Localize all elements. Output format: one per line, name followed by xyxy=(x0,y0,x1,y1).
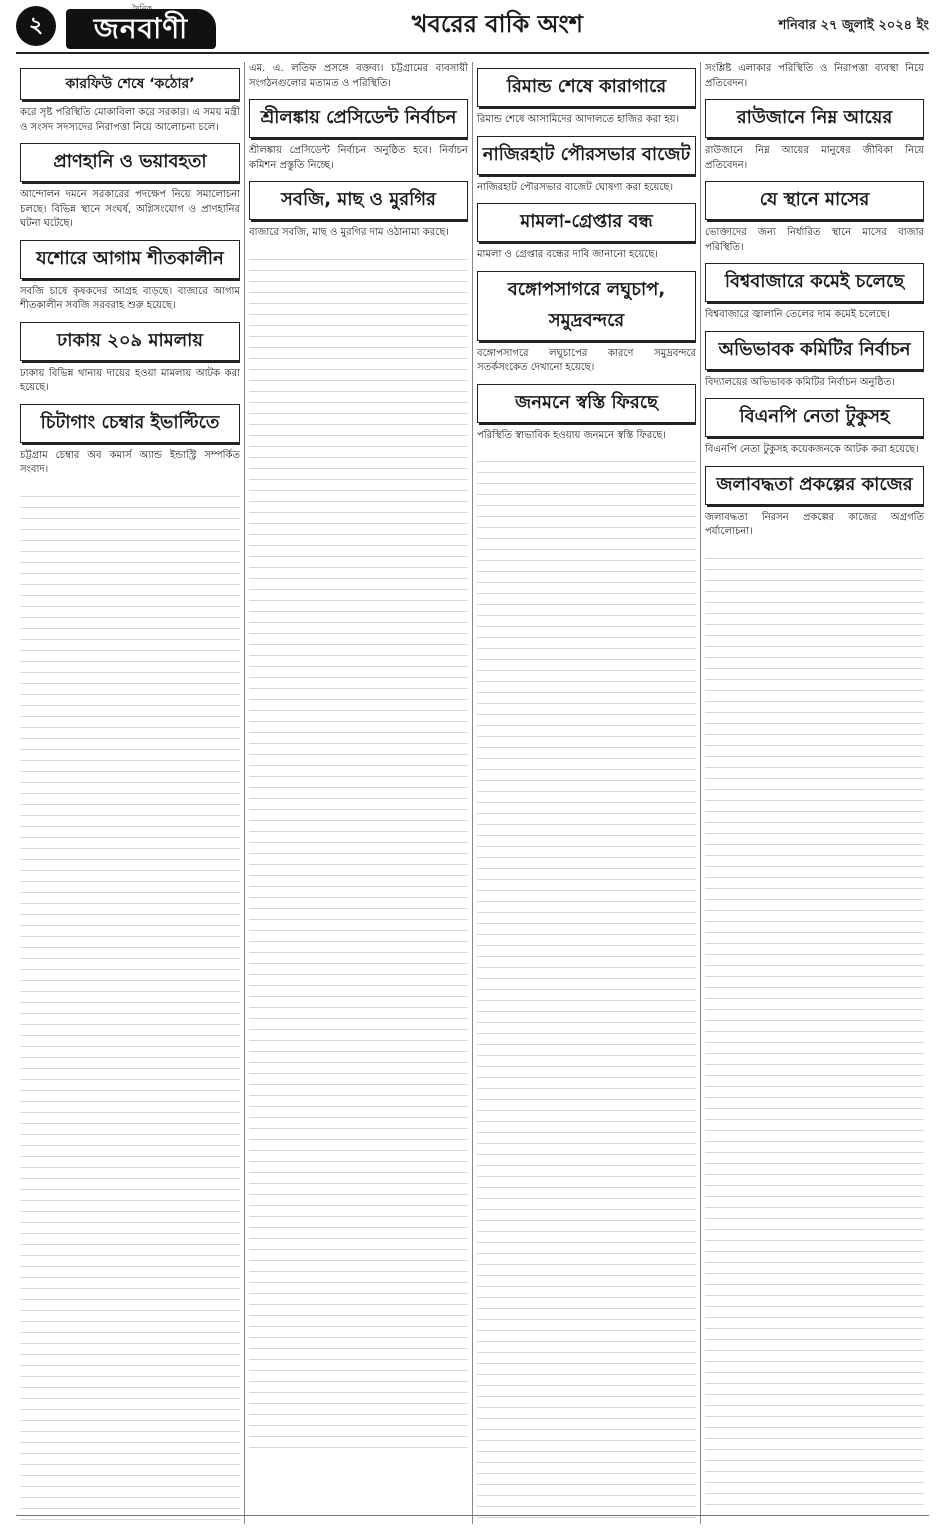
article-body: মামলা ও গ্রেপ্তার বন্ধের দাবি জানানো হয়েছে। xyxy=(477,249,658,260)
article-block xyxy=(477,203,696,263)
article-body: ঢাকায় বিভিন্ন থানায় দায়ের হওয়া মামলায় আটক করা হয়েছে। xyxy=(20,367,240,393)
article-block xyxy=(249,99,468,173)
section-title: খবরের বাকি অংশ xyxy=(411,10,583,38)
newspaper-logo: জনবাণী xyxy=(66,9,216,49)
article-headline: নাজিরহাট পৌরসভার বাজেট xyxy=(477,136,696,175)
article-body: রাউজানে নিম্ন আয়ের মানুষের জীবিকা নিয়ে প্রতিবেদন। xyxy=(705,145,924,171)
article-block xyxy=(20,322,240,396)
article-block xyxy=(20,143,240,232)
masthead xyxy=(16,0,929,54)
article-headline: রাউজানে নিম্ন আয়ের xyxy=(705,99,924,138)
article-body: বাজারে সবজি, মাছ ও মুরগির দাম ওঠানামা করছে। xyxy=(249,227,449,238)
article-headline: রিমান্ড শেষে কারাগারে xyxy=(477,68,696,107)
article-headline: মামলা-গ্রেপ্তার বন্ধ xyxy=(477,203,696,242)
article-block xyxy=(477,68,696,128)
article-block xyxy=(705,62,924,91)
article-block xyxy=(705,99,924,173)
column-4 xyxy=(700,62,928,1524)
article-block xyxy=(705,398,924,458)
article-body: সংশ্লিষ্ট এলাকার পরিস্থিতি ও নিরাপত্তা ব্যবস্থা নিয়ে প্রতিবেদন। xyxy=(705,63,924,89)
text-lines xyxy=(705,548,924,1525)
article-block xyxy=(20,404,240,478)
logo-block xyxy=(66,3,216,49)
article-headline: যে স্থানে মাসের xyxy=(705,181,924,220)
article-body: বিদ্যালয়ের অভিভাবক কমিটির নির্বাচন অনুষ্ঠিত। xyxy=(705,376,895,388)
article-headline: যশোরে আগাম শীতকালীন xyxy=(20,240,240,279)
article-block xyxy=(249,181,468,241)
article-block xyxy=(705,466,924,540)
article-headline: ঢাকায় ২০৯ মামলায় xyxy=(20,322,240,361)
article-headline: জলাবদ্ধতা প্রকল্পের কাজের xyxy=(705,466,924,505)
column-1 xyxy=(16,62,244,1524)
dateline: শনিবার ২৭ জুলাই ২০২৪ ইং xyxy=(778,17,929,33)
footer-rule xyxy=(16,1515,929,1516)
article-body: পরিস্থিতি স্বাভাবিক হওয়ায় জনমনে স্বস্তি ফিরছে। xyxy=(477,429,666,441)
column-3 xyxy=(472,62,700,1524)
article-block xyxy=(20,240,240,314)
text-lines xyxy=(249,249,468,1449)
article-block xyxy=(477,271,696,376)
article-headline: সবজি, মাছ ও মুরগির xyxy=(249,181,468,220)
text-lines xyxy=(20,486,240,1525)
article-block xyxy=(705,181,924,255)
article-block xyxy=(20,68,240,135)
article-body: এম. এ. লতিফ প্রসঙ্গে বক্তব্য। চট্টগ্রামের ব্যবসায়ী সংগঠনগুলোর মতামত ও পরিস্থিতি। xyxy=(249,63,468,89)
text-lines xyxy=(477,451,696,1524)
article-headline: প্রাণহানি ও ভয়াবহতা xyxy=(20,143,240,182)
article-body: নাজিরহাট পৌরসভার বাজেট ঘোষণা করা হয়েছে। xyxy=(477,181,674,193)
article-body: করে সৃষ্ট পরিস্থিতি মোকাবিলা করে সরকার। এ সময় মন্ত্রী ও সংসদ সদস্যদের নিরাপত্তা নিয়ে আলোচনা চলে। xyxy=(20,107,240,133)
page-number: ২ xyxy=(16,6,56,46)
article-body: রিমান্ড শেষে আসামিদের আদালতে হাজির করা হয়। xyxy=(477,114,680,125)
article-headline: জনমনে স্বস্তি ফিরছে xyxy=(477,384,696,423)
article-headline: শ্রীলঙ্কায় প্রেসিডেন্ট নির্বাচন xyxy=(249,99,468,138)
article-block xyxy=(705,331,924,391)
article-body: বিএনপি নেতা টুকুসহ কয়েকজনকে আটক করা হয়েছে। xyxy=(705,444,919,455)
article-body: ভোক্তাদের জন্য নির্ধারিত স্থানে মাসের বাজার পরিস্থিতি। xyxy=(705,227,924,253)
article-body: শ্রীলঙ্কায় প্রেসিডেন্ট নির্বাচন অনুষ্ঠিত হবে। নির্বাচন কমিশন প্রস্তুতি নিচ্ছে। xyxy=(249,145,468,171)
article-headline: বিএনপি নেতা টুকুসহ xyxy=(705,398,924,437)
article-body: সবজি চাষে কৃষকদের আগ্রহ বাড়ছে। বাজারে আগাম শীতকালীন সবজি সরবরাহ শুরু হয়েছে। xyxy=(20,285,240,311)
article-block xyxy=(477,384,696,444)
column-2 xyxy=(244,62,472,1524)
article-headline: কারফিউ শেষে ‘কঠোর’ xyxy=(20,68,240,100)
article-headline: বিশ্ববাজারে কমেই চলেছে xyxy=(705,263,924,302)
article-block xyxy=(249,62,468,91)
article-block xyxy=(705,263,924,323)
article-body: আন্দোলন দমনে সরকারের পদক্ষেপ নিয়ে সমালোচনা চলছে। বিভিন্ন স্থানে সংঘর্ষ, অগ্নিসংযোগ ও প্রাণহানির ঘটনা ঘটেছে। xyxy=(20,189,240,229)
article-body: বঙ্গোপসাগরে লঘুচাপের কারণে সমুদ্রবন্দরে সতর্কসংকেত দেখানো হয়েছে। xyxy=(477,347,696,373)
article-body: চট্টগ্রাম চেম্বার অব কমার্স অ্যান্ড ইন্ডাস্ট্রি সম্পর্কিত সংবাদ। xyxy=(20,449,240,475)
article-headline: চিটাগাং চেম্বার ইভাল্টিতে xyxy=(20,404,240,443)
article-headline: বঙ্গোপসাগরে লঘুচাপ, সমুদ্রবন্দরে xyxy=(477,271,696,341)
article-body: বিশ্ববাজারে জ্বালানি তেলের দাম কমেই চলেছে। xyxy=(705,309,890,320)
article-body: জলাবদ্ধতা নিরসন প্রকল্পের কাজের অগ্রগতি পর্যালোচনা। xyxy=(705,511,924,537)
article-block xyxy=(477,136,696,196)
article-columns xyxy=(16,62,929,1524)
article-headline: অভিভাবক কমিটির নির্বাচন xyxy=(705,331,924,370)
